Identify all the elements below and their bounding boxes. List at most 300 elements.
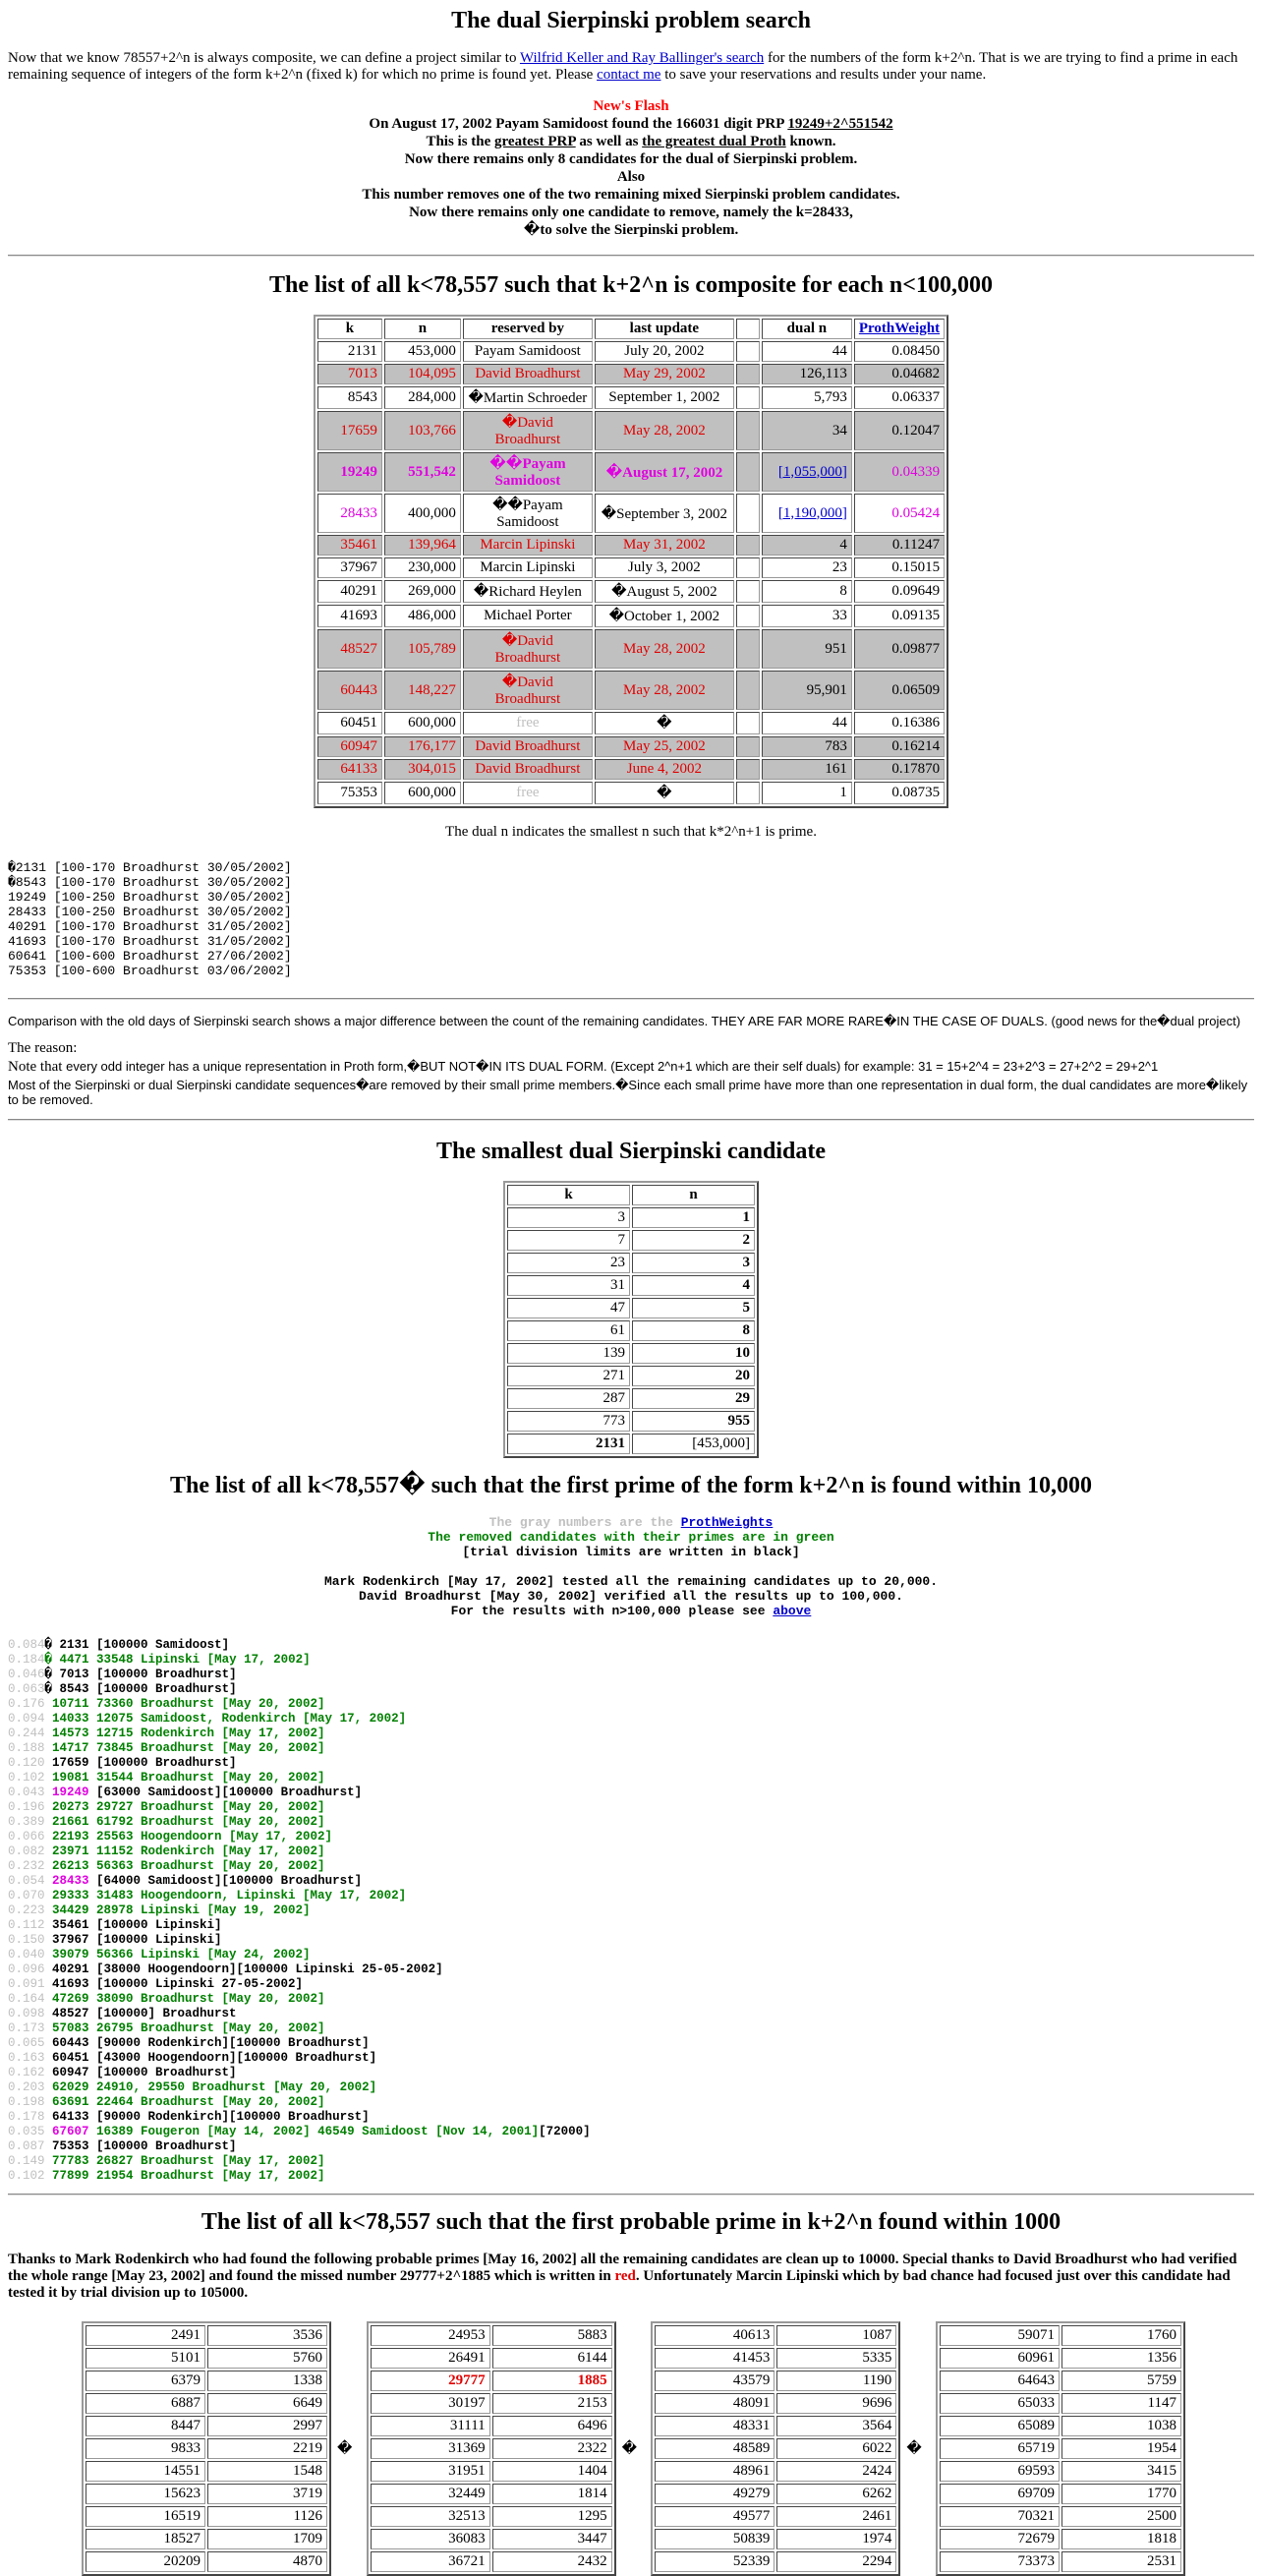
section1-title: The list of all k<78,557 such that k+2^n is composite for each n<100,000 — [269, 272, 993, 298]
cell-last-update: �August 17, 2002 — [595, 452, 734, 492]
cell-n: 1770 — [1061, 2484, 1181, 2504]
list-item-text: 41693 [100000 Lipinski 27-05-2002] — [44, 1977, 304, 1991]
cell-n: 20 — [632, 1366, 755, 1386]
header-n: n — [384, 319, 461, 339]
separator-glyph: � — [337, 2441, 353, 2457]
cell-n: 304,015 — [384, 759, 461, 780]
cell-reserved-by: free — [463, 782, 593, 804]
table-row — [940, 2371, 1181, 2391]
list-item — [8, 1992, 1254, 2007]
cell-k: 48961 — [655, 2461, 774, 2482]
table-row — [507, 1320, 755, 1341]
prothweight-value: 0.389 — [8, 1815, 45, 1829]
cell-k: 6887 — [86, 2393, 205, 2414]
cell-n: 10 — [632, 1343, 755, 1364]
table-row — [940, 2416, 1181, 2436]
cell-n: 230,000 — [384, 557, 461, 578]
list-item — [8, 1830, 1254, 1844]
list-item — [8, 1859, 1254, 1874]
cell-n: 6022 — [776, 2438, 896, 2459]
list-item — [8, 2007, 1254, 2021]
prothweight-value: 0.184 — [8, 1653, 45, 1667]
cell-n: 9696 — [776, 2393, 896, 2414]
section4-red-word: red — [614, 2268, 636, 2284]
cell-n: 600,000 — [384, 782, 461, 804]
reason-pre: Note that — [8, 1059, 67, 1075]
cell-k: 48589 — [655, 2438, 774, 2459]
above-link[interactable]: above — [773, 1604, 812, 1618]
cell-n: 1147 — [1061, 2393, 1181, 2414]
cell-k: 29777 — [371, 2371, 490, 2391]
cell-dual-n: 44 — [762, 341, 852, 362]
black-note: [trial division limits are written in black] — [462, 1545, 800, 1559]
news-flash-line-3: Now there remains only 8 candidates for the dual of Sierpinski problem. — [404, 151, 858, 167]
table-row — [655, 2416, 896, 2436]
list-item-text: 28433 — [44, 1874, 89, 1888]
cell-k: 73373 — [940, 2551, 1060, 2572]
list-item — [8, 1918, 1254, 1933]
table-row — [317, 629, 945, 669]
list-item — [8, 1977, 1254, 1992]
keller-ballinger-link[interactable]: Wilfrid Keller and Ray Ballinger's search — [519, 50, 765, 66]
prothweight-value: 0.198 — [8, 2095, 45, 2109]
cell-n: 3564 — [776, 2416, 896, 2436]
cell-k: 32449 — [371, 2484, 490, 2504]
list-item — [8, 1727, 1254, 1741]
cell-prothweight: 0.11247 — [854, 535, 945, 556]
header-n: n — [632, 1185, 755, 1205]
table-row — [940, 2484, 1181, 2504]
cell-reserved-by: �David Broadhurst — [463, 411, 593, 450]
intro-text-3: to save your reservations and results under your name. — [660, 67, 987, 83]
section4-title: The list of all k<78,557 such that the first probable prime in k+2^n found within 1000 — [201, 2209, 1061, 2235]
greatest-dual-proth-link[interactable]: the greatest dual Proth — [642, 134, 786, 149]
list-item — [8, 1815, 1254, 1830]
cell-k: 43579 — [655, 2371, 774, 2391]
probable-prime-block — [936, 2321, 1185, 2576]
cell-k: 65033 — [940, 2393, 1060, 2414]
table-row — [371, 2461, 612, 2482]
cell-k: 48527 — [317, 629, 382, 669]
cell-n: 1404 — [492, 2461, 612, 2482]
table-row — [86, 2551, 327, 2572]
list-item — [8, 1933, 1254, 1948]
cell-last-update: �September 3, 2002 — [595, 494, 734, 533]
cell-k: 287 — [507, 1388, 630, 1409]
cell-k: 59071 — [940, 2325, 1060, 2346]
table-row — [655, 2325, 896, 2346]
list-item-text: 14033 12075 Samidoost, Rodenkirch [May 17, 2002] — [44, 1712, 407, 1726]
prothweight-value: 0.046 — [8, 1668, 45, 1681]
table-row — [940, 2348, 1181, 2369]
list-item-text: 63691 22464 Broadhurst [May 20, 2002] — [44, 2095, 325, 2109]
table-row — [317, 535, 945, 556]
cell-reserved-by: David Broadhurst — [463, 759, 593, 780]
cell-n: 5335 — [776, 2348, 896, 2369]
flash-l2-post: known. — [785, 134, 836, 149]
list-item-text: 75353 [100000 Broadhurst] — [44, 2139, 237, 2153]
divider — [8, 998, 1254, 1000]
prothweight-value: 0.232 — [8, 1859, 45, 1873]
cell-k: 7 — [507, 1230, 630, 1251]
cell-k: 65089 — [940, 2416, 1060, 2436]
cell-k: 31111 — [371, 2416, 490, 2436]
table-row — [940, 2438, 1181, 2459]
gray-note: The gray numbers are the — [488, 1515, 681, 1530]
divider — [8, 1119, 1254, 1121]
table-row — [371, 2371, 612, 2391]
cell-k: 64643 — [940, 2371, 1060, 2391]
cell-n: 453,000 — [384, 341, 461, 362]
cell-k: 47 — [507, 1298, 630, 1318]
list-item-text: 19249 — [44, 1786, 89, 1799]
range-line: �8543 [100-170 Broadhurst 30/05/2002] — [8, 875, 292, 890]
cell-k: 40291 — [317, 580, 382, 603]
prothweight-value: 0.040 — [8, 1948, 45, 1961]
comparison-note: Comparison with the old days of Sierpinski search shows a major difference between the count of the remaining candidates. THEY ARE FAR MORE RARE�IN THE CASE OF DUALS. (good news for the�dual project) — [8, 1014, 1241, 1028]
cell-k: 70321 — [940, 2506, 1060, 2527]
cell-last-update: July 20, 2002 — [595, 341, 734, 362]
cell-last-update: � — [595, 712, 734, 734]
list-item — [8, 1786, 1254, 1800]
cell-prothweight: 0.15015 — [854, 557, 945, 578]
prothweight-link[interactable]: ProthWeight — [858, 321, 941, 336]
list-item-text: � 2131 [100000 Samidoost] — [44, 1638, 230, 1652]
contact-me-link[interactable]: contact me — [597, 67, 661, 83]
cell-k: 60443 — [317, 671, 382, 710]
cell-k: 6379 — [86, 2371, 205, 2391]
list-item-text: 62029 24910, 29550 Broadhurst [May 20, 2002] — [44, 2080, 377, 2094]
table-row — [940, 2529, 1181, 2549]
cell-prothweight: 0.09649 — [854, 580, 945, 603]
cell-n: 284,000 — [384, 386, 461, 409]
header-blank — [736, 319, 760, 339]
cell-reserved-by: �David Broadhurst — [463, 629, 593, 669]
table-row — [371, 2484, 612, 2504]
prothweights-link[interactable]: ProthWeights — [680, 1515, 774, 1530]
list-item — [8, 2036, 1254, 2051]
list-item — [8, 1741, 1254, 1756]
cell-reserved-by: Michael Porter — [463, 605, 593, 627]
cell-k: 7013 — [317, 364, 382, 384]
cell-k: 14551 — [86, 2461, 205, 2482]
cell-k: 72679 — [940, 2529, 1060, 2549]
cell-dual-n — [762, 452, 852, 492]
cell-n: 2322 — [492, 2438, 612, 2459]
cell-last-update: May 28, 2002 — [595, 411, 734, 450]
cell-n: 176,177 — [384, 736, 461, 757]
prothweight-value: 0.082 — [8, 1844, 45, 1858]
list-item — [8, 1682, 1254, 1697]
probable-prime-table — [651, 2321, 900, 2576]
prothweight-value: 0.223 — [8, 1903, 45, 1917]
news-flash-line-2 — [8, 133, 1254, 150]
list-item-text: 26213 56363 Broadhurst [May 20, 2002] — [44, 1859, 325, 1873]
prothweight-value: 0.102 — [8, 1771, 45, 1785]
cell-last-update: May 29, 2002 — [595, 364, 734, 384]
cell-k: 49577 — [655, 2506, 774, 2527]
cell-k: 2131 — [507, 1434, 630, 1454]
cell-n: 6496 — [492, 2416, 612, 2436]
cell-n: 1038 — [1061, 2416, 1181, 2436]
list-item-text: 47269 38090 Broadhurst [May 20, 2002] — [44, 1992, 325, 2006]
list-item — [8, 1638, 1254, 1653]
prothweight-value: 0.112 — [8, 1918, 45, 1932]
cell-k: 60947 — [317, 736, 382, 757]
dual-n-link[interactable]: [1,190,000] — [777, 504, 847, 521]
section3-title: The list of all k<78,557� such that the first prime of the form k+2^n is found within 10,000 — [169, 1473, 1093, 1498]
cell-prothweight: 0.12047 — [854, 411, 945, 450]
header-dual-n: dual n — [762, 319, 852, 339]
cell-n: 2432 — [492, 2551, 612, 2572]
table-header-row — [507, 1185, 755, 1205]
cell-blank — [736, 386, 760, 409]
list-item — [8, 1874, 1254, 1889]
cell-n: 1 — [632, 1207, 755, 1228]
cell-k: 9833 — [86, 2438, 205, 2459]
cell-last-update: May 28, 2002 — [595, 629, 734, 669]
table-row — [317, 759, 945, 780]
table-row — [371, 2393, 612, 2414]
prothweight-value: 0.098 — [8, 2007, 45, 2020]
header-k: k — [507, 1185, 630, 1205]
table-row — [371, 2551, 612, 2572]
cell-last-update: May 31, 2002 — [595, 535, 734, 556]
list-item — [8, 1668, 1254, 1682]
list-item-text: � 7013 [100000 Broadhurst] — [44, 1668, 237, 1681]
cell-n: 5759 — [1061, 2371, 1181, 2391]
cell-k: 24953 — [371, 2325, 490, 2346]
cell-prothweight: 0.06337 — [854, 386, 945, 409]
cell-prothweight: 0.16214 — [854, 736, 945, 757]
list-item — [8, 2154, 1254, 2169]
list-item-text: 10711 73360 Broadhurst [May 20, 2002] — [44, 1697, 325, 1711]
prothweight-value: 0.102 — [8, 2169, 45, 2183]
table-row — [317, 452, 945, 492]
cell-n: 486,000 — [384, 605, 461, 627]
list-item-text: 19081 31544 Broadhurst [May 20, 2002] — [44, 1771, 325, 1785]
cell-last-update: June 4, 2002 — [595, 759, 734, 780]
cell-prothweight: 0.09877 — [854, 629, 945, 669]
cell-reserved-by: Payam Samidoost — [463, 341, 593, 362]
table-row — [86, 2393, 327, 2414]
cell-k: 35461 — [317, 535, 382, 556]
results-note — [8, 1604, 1254, 1618]
table-row — [317, 494, 945, 533]
cell-k: 30197 — [371, 2393, 490, 2414]
smallest-candidate-table — [503, 1181, 759, 1458]
table-row — [317, 557, 945, 578]
cell-k: 26491 — [371, 2348, 490, 2369]
cell-reserved-by: Marcin Lipinski — [463, 557, 593, 578]
cell-reserved-by: �Martin Schroeder — [463, 386, 593, 409]
cell-n: 1126 — [207, 2506, 327, 2527]
range-line: �2131 [100-170 Broadhurst 30/05/2002] — [8, 860, 292, 875]
list-item-text: 60443 [90000 Rodenkirch][100000 Broadhurst] — [44, 2036, 370, 2050]
news-flash-line-1 — [8, 115, 1254, 133]
cell-blank — [736, 411, 760, 450]
list-item-detail: 16389 Fougeron [May 14, 2002] 46549 Samidoost [Nov 14, 2001] — [88, 2125, 540, 2138]
table-row — [371, 2438, 612, 2459]
cell-prothweight: 0.08735 — [854, 782, 945, 804]
list-item — [8, 1903, 1254, 1918]
list-item-detail: [64000 Samidoost][100000 Broadhurst] — [88, 1874, 363, 1888]
cell-dual-n: 34 — [762, 411, 852, 450]
greatest-prp-link[interactable]: greatest PRP — [494, 134, 576, 149]
cell-k: 52339 — [655, 2551, 774, 2572]
cell-blank — [736, 452, 760, 492]
list-item — [8, 2080, 1254, 2095]
cell-k: 16519 — [86, 2506, 205, 2527]
prothweight-value: 0.063 — [8, 1682, 45, 1696]
list-item-text: 35461 [100000 Lipinski] — [44, 1918, 222, 1932]
cell-k: 31369 — [371, 2438, 490, 2459]
cell-k: 37967 — [317, 557, 382, 578]
cell-n: 3415 — [1061, 2461, 1181, 2482]
intro-paragraph — [8, 50, 1254, 84]
table-row — [940, 2506, 1181, 2527]
list-item-text: 40291 [38000 Hoogendoorn][100000 Lipinski 25-05-2002] — [44, 1962, 443, 1976]
cell-blank — [736, 557, 760, 578]
table-row — [371, 2506, 612, 2527]
cell-n: 2461 — [776, 2506, 896, 2527]
prothweight-value: 0.173 — [8, 2021, 45, 2035]
cell-k: 3 — [507, 1207, 630, 1228]
cell-n: 3536 — [207, 2325, 327, 2346]
news-flash-line-5: This number removes one of the two remaining mixed Sierpinski problem candidates. — [362, 187, 900, 203]
cell-blank — [736, 535, 760, 556]
rodenkirch-note: Mark Rodenkirch [May 17, 2002] tested all the remaining candidates up to 20,000. — [323, 1574, 939, 1589]
prothweight-value: 0.244 — [8, 1727, 45, 1740]
probable-prime-tables — [8, 2321, 1254, 2576]
cell-k: 69593 — [940, 2461, 1060, 2482]
prothweight-note — [8, 1515, 1254, 1530]
cell-n: 1760 — [1061, 2325, 1181, 2346]
cell-prothweight: 0.08450 — [854, 341, 945, 362]
cell-k: 69709 — [940, 2484, 1060, 2504]
table-row — [655, 2438, 896, 2459]
cell-blank — [736, 759, 760, 780]
cell-last-update: �August 5, 2002 — [595, 580, 734, 603]
prothweight-value: 0.176 — [8, 1697, 45, 1711]
table-row — [86, 2325, 327, 2346]
reason-paragraph — [8, 1059, 1254, 1076]
news-flash-line-6: Now there remains only one candidate to remove, namely the k=28433, — [409, 205, 853, 220]
section4-text-2: . Unfortunately Marcin Lipinski which by bad chance had focused just over this candidate had tested it by trial division up to 105000. — [8, 2268, 1231, 2301]
table-row — [86, 2438, 327, 2459]
prothweight-value: 0.120 — [8, 1756, 45, 1770]
list-item-text: 64133 [90000 Rodenkirch][100000 Broadhurst] — [44, 2110, 370, 2124]
prothweight-value: 0.066 — [8, 1830, 45, 1844]
cell-n: 103,766 — [384, 411, 461, 450]
cell-n: 6144 — [492, 2348, 612, 2369]
cell-k: 20209 — [86, 2551, 205, 2572]
list-item — [8, 2095, 1254, 2110]
cell-k: 8447 — [86, 2416, 205, 2436]
cell-n: 2531 — [1061, 2551, 1181, 2572]
table-row — [655, 2348, 896, 2369]
table-row — [507, 1366, 755, 1386]
cell-n: 148,227 — [384, 671, 461, 710]
cell-n: 6262 — [776, 2484, 896, 2504]
cell-n: 105,789 — [384, 629, 461, 669]
prp-link[interactable]: 19249+2^551542 — [787, 116, 893, 132]
header-prothweight[interactable] — [854, 319, 945, 339]
table-row — [507, 1298, 755, 1318]
prothweight-value: 0.096 — [8, 1962, 45, 1976]
prime-list — [8, 1638, 1254, 2184]
table-row — [507, 1207, 755, 1228]
cell-n: [453,000] — [632, 1434, 755, 1454]
cell-k: 271 — [507, 1366, 630, 1386]
table-row — [371, 2325, 612, 2346]
list-item — [8, 1712, 1254, 1727]
table-row — [317, 712, 945, 734]
table-row — [655, 2529, 896, 2549]
cell-dual-n: 95,901 — [762, 671, 852, 710]
flash-l1-text: On August 17, 2002 Payam Samidoost found the 166031 digit PRP — [369, 116, 788, 132]
list-item — [8, 2110, 1254, 2125]
cell-k: 64133 — [317, 759, 382, 780]
table-row — [317, 364, 945, 384]
cell-k: 36083 — [371, 2529, 490, 2549]
prothweight-value: 0.196 — [8, 1800, 45, 1814]
cell-prothweight: 0.04682 — [854, 364, 945, 384]
prothweight-value: 0.162 — [8, 2066, 45, 2079]
cell-k: 773 — [507, 1411, 630, 1432]
list-item-text: 34429 28978 Lipinski [May 19, 2002] — [44, 1903, 311, 1917]
list-item — [8, 1756, 1254, 1771]
list-item-text: � 8543 [100000 Broadhurst] — [44, 1682, 237, 1696]
cell-reserved-by: �Richard Heylen — [463, 580, 593, 603]
table-row — [86, 2484, 327, 2504]
table-row — [655, 2461, 896, 2482]
cell-prothweight: 0.16386 — [854, 712, 945, 734]
cell-prothweight: 0.04339 — [854, 452, 945, 492]
cell-k: 41453 — [655, 2348, 774, 2369]
table-row — [940, 2461, 1181, 2482]
table-row — [655, 2371, 896, 2391]
results-note-text: For the results with n>100,000 please see — [450, 1604, 774, 1618]
section2-title: The smallest dual Sierpinski candidate — [435, 1139, 827, 1164]
list-item-text: � 4471 33548 Lipinski [May 17, 2002] — [44, 1653, 311, 1667]
table-row — [507, 1343, 755, 1364]
cell-n: 1295 — [492, 2506, 612, 2527]
list-item-text: 23971 11152 Rodenkirch [May 17, 2002] — [44, 1844, 325, 1858]
cell-k: 8543 — [317, 386, 382, 409]
intro-text-1: Now that we know 78557+2^n is always composite, we can define a project similar to — [8, 50, 520, 66]
prothweight-value: 0.150 — [8, 1933, 45, 1947]
list-item-text: 17659 [100000 Broadhurst] — [44, 1756, 237, 1770]
separator-glyph: � — [621, 2441, 638, 2457]
prothweight-value: 0.178 — [8, 2110, 45, 2124]
list-item-text: 60451 [43000 Hoogendoorn][100000 Broadhurst] — [44, 2051, 377, 2065]
cell-dual-n: 23 — [762, 557, 852, 578]
cell-k: 40613 — [655, 2325, 774, 2346]
cell-k: 36721 — [371, 2551, 490, 2572]
cell-n: 5883 — [492, 2325, 612, 2346]
cell-dual-n: 951 — [762, 629, 852, 669]
dual-n-link[interactable]: [1,055,000] — [777, 463, 847, 480]
prothweight-value: 0.149 — [8, 2154, 45, 2168]
range-line: 28433 [100-250 Broadhurst 30/05/2002] — [8, 905, 292, 919]
table-row — [940, 2393, 1181, 2414]
list-item — [8, 2051, 1254, 2066]
range-line: 41693 [100-170 Broadhurst 31/05/2002] — [8, 934, 292, 949]
cell-n: 2500 — [1061, 2506, 1181, 2527]
cell-k: 17659 — [317, 411, 382, 450]
cell-n: 1974 — [776, 2529, 896, 2549]
